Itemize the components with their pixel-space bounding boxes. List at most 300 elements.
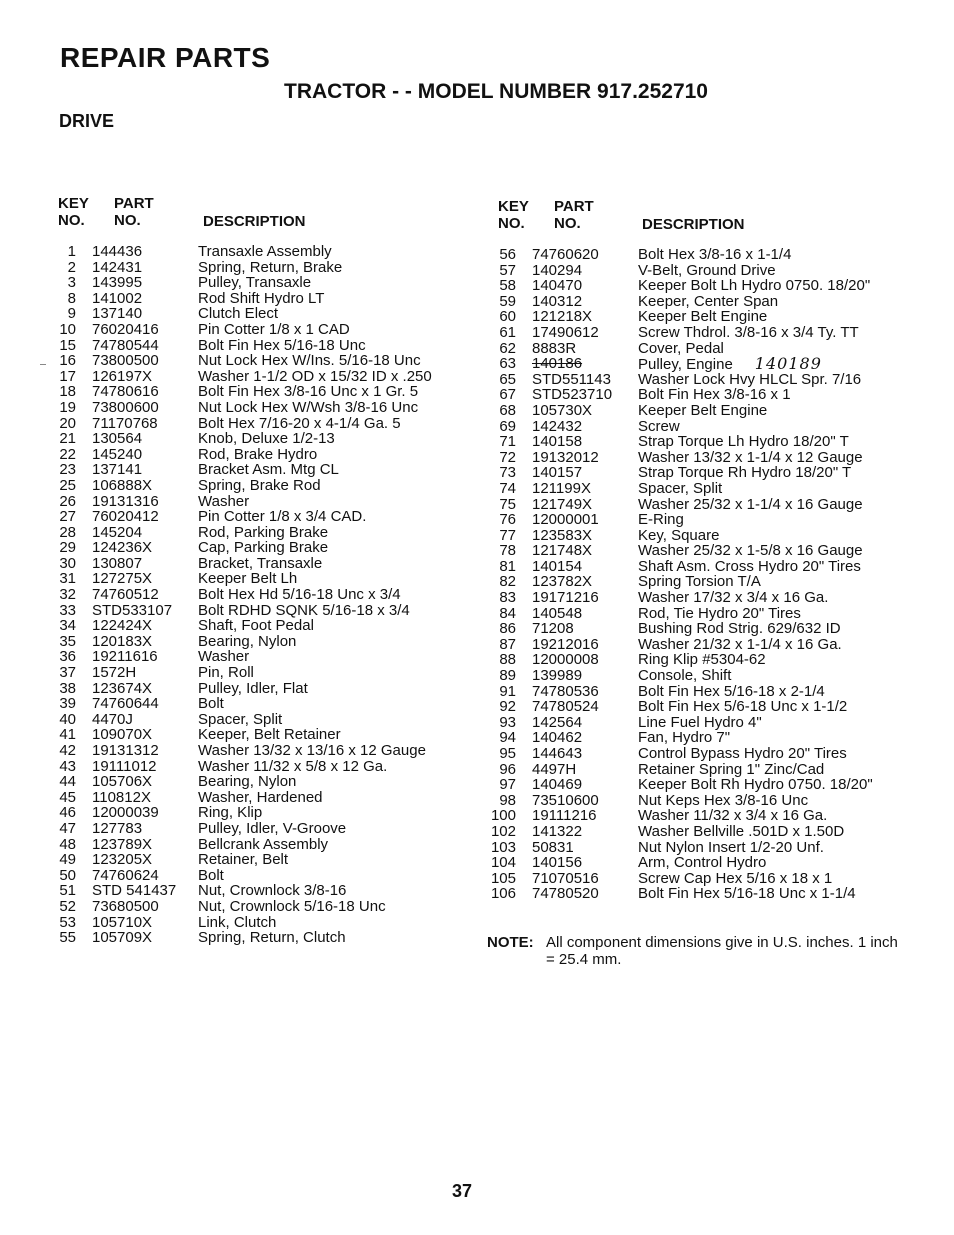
key-number: 63 [499,355,516,373]
part-number: 105710X [92,913,153,931]
key-number: 98 [499,791,516,809]
key-number: 16 [59,352,76,370]
key-number: 45 [59,788,76,806]
part-description [638,559,861,575]
part-number: 140462 [532,729,583,747]
key-number: 40 [59,710,76,728]
part-number: 121749X [532,495,593,513]
part-description-text: Control Bypass Hydro 20" Tires [638,745,847,762]
parts-list-left [48,244,468,946]
part-description [638,574,761,590]
key-number: 44 [59,773,76,791]
table-row [488,325,908,341]
key-number: 86 [499,620,516,638]
table-row [488,824,908,840]
key-number: 9 [67,305,76,323]
part-description [638,715,762,731]
part-number: 19211616 [92,648,158,666]
table-row [488,294,908,310]
part-number: 120183X [92,632,153,650]
part-description-text: Arm, Control Hydro [638,854,767,872]
table-row [488,762,908,778]
key-number: 67 [499,386,516,404]
part-number: 19111216 [532,807,597,825]
part-description-text: Spacer, Split [638,479,723,497]
part-number: 74780520 [532,885,599,903]
part-description-text: Washer 11/32 x 5/8 x 12 Ga. [198,757,388,775]
part-description [198,696,224,712]
part-number: 144643 [532,745,583,762]
table-row [488,746,908,762]
part-number: 105706X [92,773,153,791]
part-number: 74780616 [92,383,159,401]
part-description [638,606,801,622]
part-number: 73680500 [92,897,159,915]
key-number: 78 [499,542,516,560]
part-number: 140157 [532,464,583,482]
table-row [488,465,908,481]
table-row [48,930,468,946]
part-description-text: Retainer Spring 1" Zinc/Cad [638,760,825,778]
table-row [488,387,908,403]
model-subtitle: TRACTOR - - MODEL NUMBER 917.252710 [284,80,708,103]
table-row [488,793,908,809]
part-number: 19132012 [532,448,599,466]
part-number: 145204 [92,523,143,541]
handwritten-correction: 140189 [754,354,822,374]
part-number: 4497H [532,760,577,778]
part-description [638,278,870,294]
part-description-text: Pulley, Idler, Flat [198,679,308,697]
part-description [198,868,224,884]
part-description [638,263,776,279]
part-description-text: Transaxle Assembly [198,243,332,260]
part-description-text: Screw Cap Hex 5/16 x 18 x 1 [638,869,833,887]
part-number: 127783 [92,819,143,837]
table-row [48,275,468,291]
key-number: 95 [499,745,516,762]
part-number: STD523710 [532,386,613,404]
table-row [48,244,468,260]
part-description [638,387,791,403]
key-number: 37 [59,664,76,682]
table-row [488,419,908,435]
part-description [638,746,847,762]
part-description [638,808,827,824]
part-description-text: Bolt Fin Hex 5/16-18 x 2-1/4 [638,682,825,700]
page-title: REPAIR PARTS [60,42,271,73]
part-number: 74760512 [92,586,159,604]
table-row [48,509,468,525]
part-description [638,294,778,310]
part-number: STD 541437 [92,882,177,900]
part-description-text: Bolt Hex 7/16-20 x 4-1/4 Ga. 5 [198,414,401,432]
part-description [198,899,386,915]
key-number: 81 [499,557,516,575]
part-description [198,618,314,634]
part-description [198,556,322,572]
part-description [638,762,824,778]
key-number: 17 [59,367,76,385]
key-number: 87 [499,635,516,653]
part-description-text: V-Belt, Ground Drive [638,261,776,279]
table-row [48,743,468,759]
key-number: 89 [499,667,516,685]
key-number: 28 [59,523,76,541]
table-row [48,852,468,868]
part-description-text: Bolt Fin Hex 3/8-16 Unc x 1 Gr. 5 [198,383,419,401]
part-description-text: Pin Cotter 1/8 x 3/4 CAD. [198,508,367,526]
key-number: 75 [499,495,516,513]
table-row [48,727,468,743]
part-number: 17490612 [532,323,599,341]
table-row [488,668,908,684]
table-row [48,369,468,385]
key-number: 105 [490,869,516,887]
key-number: 42 [59,742,76,759]
part-number: 121748X [532,542,593,560]
part-description [198,759,387,775]
part-number: 130807 [92,554,143,572]
page-number: 37 [452,1181,473,1201]
key-number: 82 [499,573,516,591]
key-number: 32 [59,586,76,604]
table-row [48,696,468,712]
key-number: 47 [59,819,76,837]
table-row [48,883,468,899]
part-description-text: Nut Keps Hex 3/8-16 Unc [638,791,809,809]
key-number: 100 [490,807,516,825]
part-number: 142432 [532,417,583,435]
part-description [198,525,328,541]
part-description [198,712,282,728]
part-description-text: Cap, Parking Brake [198,539,329,557]
part-description-text: Pin, Roll [198,664,254,682]
part-number: 140186 [532,355,583,373]
key-number: 72 [499,448,516,466]
key-number: 2 [67,258,76,276]
table-row [48,837,468,853]
table-row [48,540,468,556]
table-row [488,372,908,388]
part-description [198,837,328,853]
key-number: 38 [59,679,76,697]
part-description [638,341,724,357]
part-number: 141322 [532,822,583,840]
part-description-text: Pin Cotter 1/8 x 1 CAD [198,320,350,338]
key-number: 55 [59,929,76,947]
part-description-text: Ring, Klip [198,804,263,822]
part-header: PART [114,195,154,212]
key-number: 19 [59,398,76,416]
part-description-text: Bolt Fin Hex 5/16-18 Unc [198,336,366,354]
margin-mark [40,364,46,365]
key-number: 33 [59,601,76,619]
part-number: 74780544 [92,336,159,354]
part-description-text: Bolt RDHD SQNK 5/16-18 x 3/4 [198,601,410,619]
part-description-text: Nut Nylon Insert 1/2-20 Unf. [638,838,824,856]
part-description-text: Washer 13/32 x 13/16 x 12 Gauge [198,742,426,759]
part-number: 73800600 [92,398,159,416]
part-description-text: Washer 25/32 x 1-1/4 x 16 Gauge [638,495,863,513]
part-description [198,774,296,790]
part-number: 19171216 [532,589,599,607]
part-number: 123782X [532,573,593,591]
part-description [638,730,730,746]
table-row [48,649,468,665]
table-row [488,590,908,606]
part-number: 121218X [532,308,593,326]
part-description [198,805,262,821]
part-number: 50831 [532,838,574,856]
part-description-text: Washer 17/32 x 3/4 x 16 Ga. [638,589,829,607]
part-number: 74760624 [92,866,159,884]
table-row [488,621,908,637]
part-description-text: Bearing, Nylon [198,632,297,650]
key-number: 1 [67,243,76,260]
table-row [48,681,468,697]
part-description-text: Link, Clutch [198,913,277,931]
table-row [48,587,468,603]
part-description-text: Spacer, Split [198,710,283,728]
part-description-text: Keeper Belt Engine [638,401,768,419]
part-number: STD551143 [532,370,611,388]
table-row [48,431,468,447]
part-description [198,462,339,478]
table-row [48,868,468,884]
part-description-text: Washer 25/32 x 1-5/8 x 16 Gauge [638,542,863,560]
table-row [48,384,468,400]
part-description-text: Keeper Belt Lh [198,570,298,588]
key-number: 50 [59,866,76,884]
key-number: 91 [499,682,516,700]
table-row [488,574,908,590]
part-description [198,883,346,899]
table-row [488,840,908,856]
key-number: 10 [59,320,76,338]
part-description-text: Shaft, Foot Pedal [198,617,314,635]
table-row [48,915,468,931]
table-row [48,618,468,634]
part-number: 121199X [532,479,591,497]
part-description-text: Bolt [198,695,224,713]
part-description-text: Clutch Elect [198,305,279,323]
table-row [48,634,468,650]
table-row [488,543,908,559]
key-number: 35 [59,632,76,650]
part-number: 137140 [92,305,143,323]
part-number: 105730X [532,401,593,419]
key-number: 21 [59,430,76,448]
part-number: 76020416 [92,320,159,338]
part-description-text: Knob, Deluxe 1/2-13 [198,430,335,448]
part-number: 142431 [92,258,143,276]
part-description [198,540,328,556]
table-row [488,341,908,357]
key-number: 8 [67,289,76,307]
part-description-text: Pulley, Idler, V-Groove [198,819,347,837]
key-number: 34 [59,617,76,635]
part-number: 137141 [92,461,143,479]
part-description [638,450,863,466]
part-number: 130564 [92,430,143,448]
part-number: 126197X [92,367,153,385]
part-description-text: Ring Klip #5304-62 [638,651,766,669]
key-number: 73 [499,464,516,482]
part-description-text: Cover, Pedal [638,339,724,357]
note-label: NOTE: [487,934,534,951]
key-number: 65 [499,370,516,388]
part-description-text: Bolt Fin Hex 5/6-18 Unc x 1-1/2 [638,698,848,716]
part-description [198,338,366,354]
part-description [638,325,859,341]
key-no-header: NO. [498,215,525,232]
part-description [198,416,401,432]
key-number: 41 [59,726,76,744]
part-number: 109070X [92,726,153,744]
part-number: 106888X [92,476,153,494]
part-description-text: Rod, Parking Brake [198,523,329,541]
part-number: 123789X [92,835,153,853]
part-description [638,465,851,481]
part-description-text: Washer 1-1/2 OD x 15/32 ID x .250 [198,367,432,385]
key-number: 3 [67,274,76,292]
part-description-text: Washer 11/32 x 3/4 x 16 Ga. [638,807,828,825]
key-number: 69 [499,417,516,435]
table-row [488,450,908,466]
key-number: 56 [499,246,516,263]
part-description [198,509,366,525]
part-number: 73800500 [92,352,159,370]
part-description [638,777,873,793]
part-description-text: Bolt Fin Hex 5/16-18 Unc x 1-1/4 [638,885,856,903]
part-number: 139989 [532,667,583,685]
part-description-text: Bearing, Nylon [198,773,297,791]
table-row [488,777,908,793]
part-description-text: Pulley, Engine [638,356,733,374]
part-description [198,727,341,743]
table-row [488,481,908,497]
key-number: 25 [59,476,76,494]
key-number: 29 [59,539,76,557]
column-header [488,199,908,247]
part-number: 8883R [532,339,577,357]
key-number: 60 [499,308,516,326]
description-header: DESCRIPTION [203,213,306,230]
key-number: 104 [490,854,516,872]
part-number: 73510600 [532,791,599,809]
table-row [488,606,908,622]
part-description [198,400,418,416]
table-row [48,260,468,276]
part-number: 74780536 [532,682,599,700]
table-row [488,684,908,700]
part-number: 145240 [92,445,143,463]
table-row [48,774,468,790]
part-description-text: Rod, Brake Hydro [198,445,318,463]
table-row [488,886,908,902]
part-description [638,855,766,871]
table-row [488,808,908,824]
key-number: 30 [59,554,76,572]
table-row [488,699,908,715]
table-row [48,291,468,307]
key-number: 43 [59,757,76,775]
key-number: 84 [499,604,516,622]
column-header [48,196,468,244]
part-description [198,275,311,291]
part-description-text: Washer [198,492,250,510]
part-description-text: Bolt [198,866,224,884]
part-description-text: Keeper Bolt Lh Hydro 0750. 18/20" [638,277,871,295]
table-row [488,637,908,653]
part-number: 110812X [92,788,151,806]
parts-list-right [488,247,908,902]
part-description-text: Washer 21/32 x 1-1/4 x 16 Ga. [638,635,842,653]
part-description [638,247,791,263]
key-number: 71 [499,433,516,451]
part-description-text: Rod Shift Hydro LT [198,289,325,307]
parts-column-left [48,196,468,946]
part-description [198,649,249,665]
table-row [48,478,468,494]
key-number: 49 [59,851,76,869]
table-row [488,263,908,279]
part-description [638,652,766,668]
part-number: 1572H [92,664,137,682]
table-row [48,712,468,728]
part-description-text: Bolt Hex 3/8-16 x 1-1/4 [638,246,792,263]
part-description-text: Screw [638,417,680,435]
key-number: 102 [490,822,516,840]
part-header: PART [554,198,594,215]
part-description-text: Keeper Belt Engine [638,308,768,326]
part-number: 76020412 [92,508,159,526]
key-number: 76 [499,511,516,529]
part-description [198,291,324,307]
part-description [638,668,731,684]
table-row [48,353,468,369]
section-heading: DRIVE [59,111,115,131]
part-description [198,790,323,806]
part-description [638,434,849,450]
part-description-text: Bolt Fin Hex 3/8-16 x 1 [638,386,791,404]
part-description-text: Keeper Bolt Rh Hydro 0750. 18/20" [638,776,873,794]
part-description [638,824,844,840]
table-row [488,715,908,731]
key-number: 27 [59,508,76,526]
part-description-text: Rod, Tie Hydro 20" Tires [638,604,801,622]
part-description [198,431,335,447]
part-number: 123205X [92,851,153,869]
part-number: 143995 [92,274,143,292]
key-number: 57 [499,261,516,279]
part-number: 123583X [532,526,593,544]
table-row [488,403,908,419]
part-description-text: Washer [198,648,250,666]
key-number: 61 [499,323,516,341]
part-number: 140469 [532,776,583,794]
table-row [48,447,468,463]
part-description-text: Washer Bellville .501D x 1.50D [638,822,845,840]
key-number: 68 [499,401,516,419]
part-description-text: Strap Torque Rh Hydro 18/20" T [638,464,852,482]
table-row [48,665,468,681]
key-number: 23 [59,461,76,479]
key-number: 26 [59,492,76,510]
key-number: 94 [499,729,516,747]
part-number: 74780524 [532,698,599,716]
